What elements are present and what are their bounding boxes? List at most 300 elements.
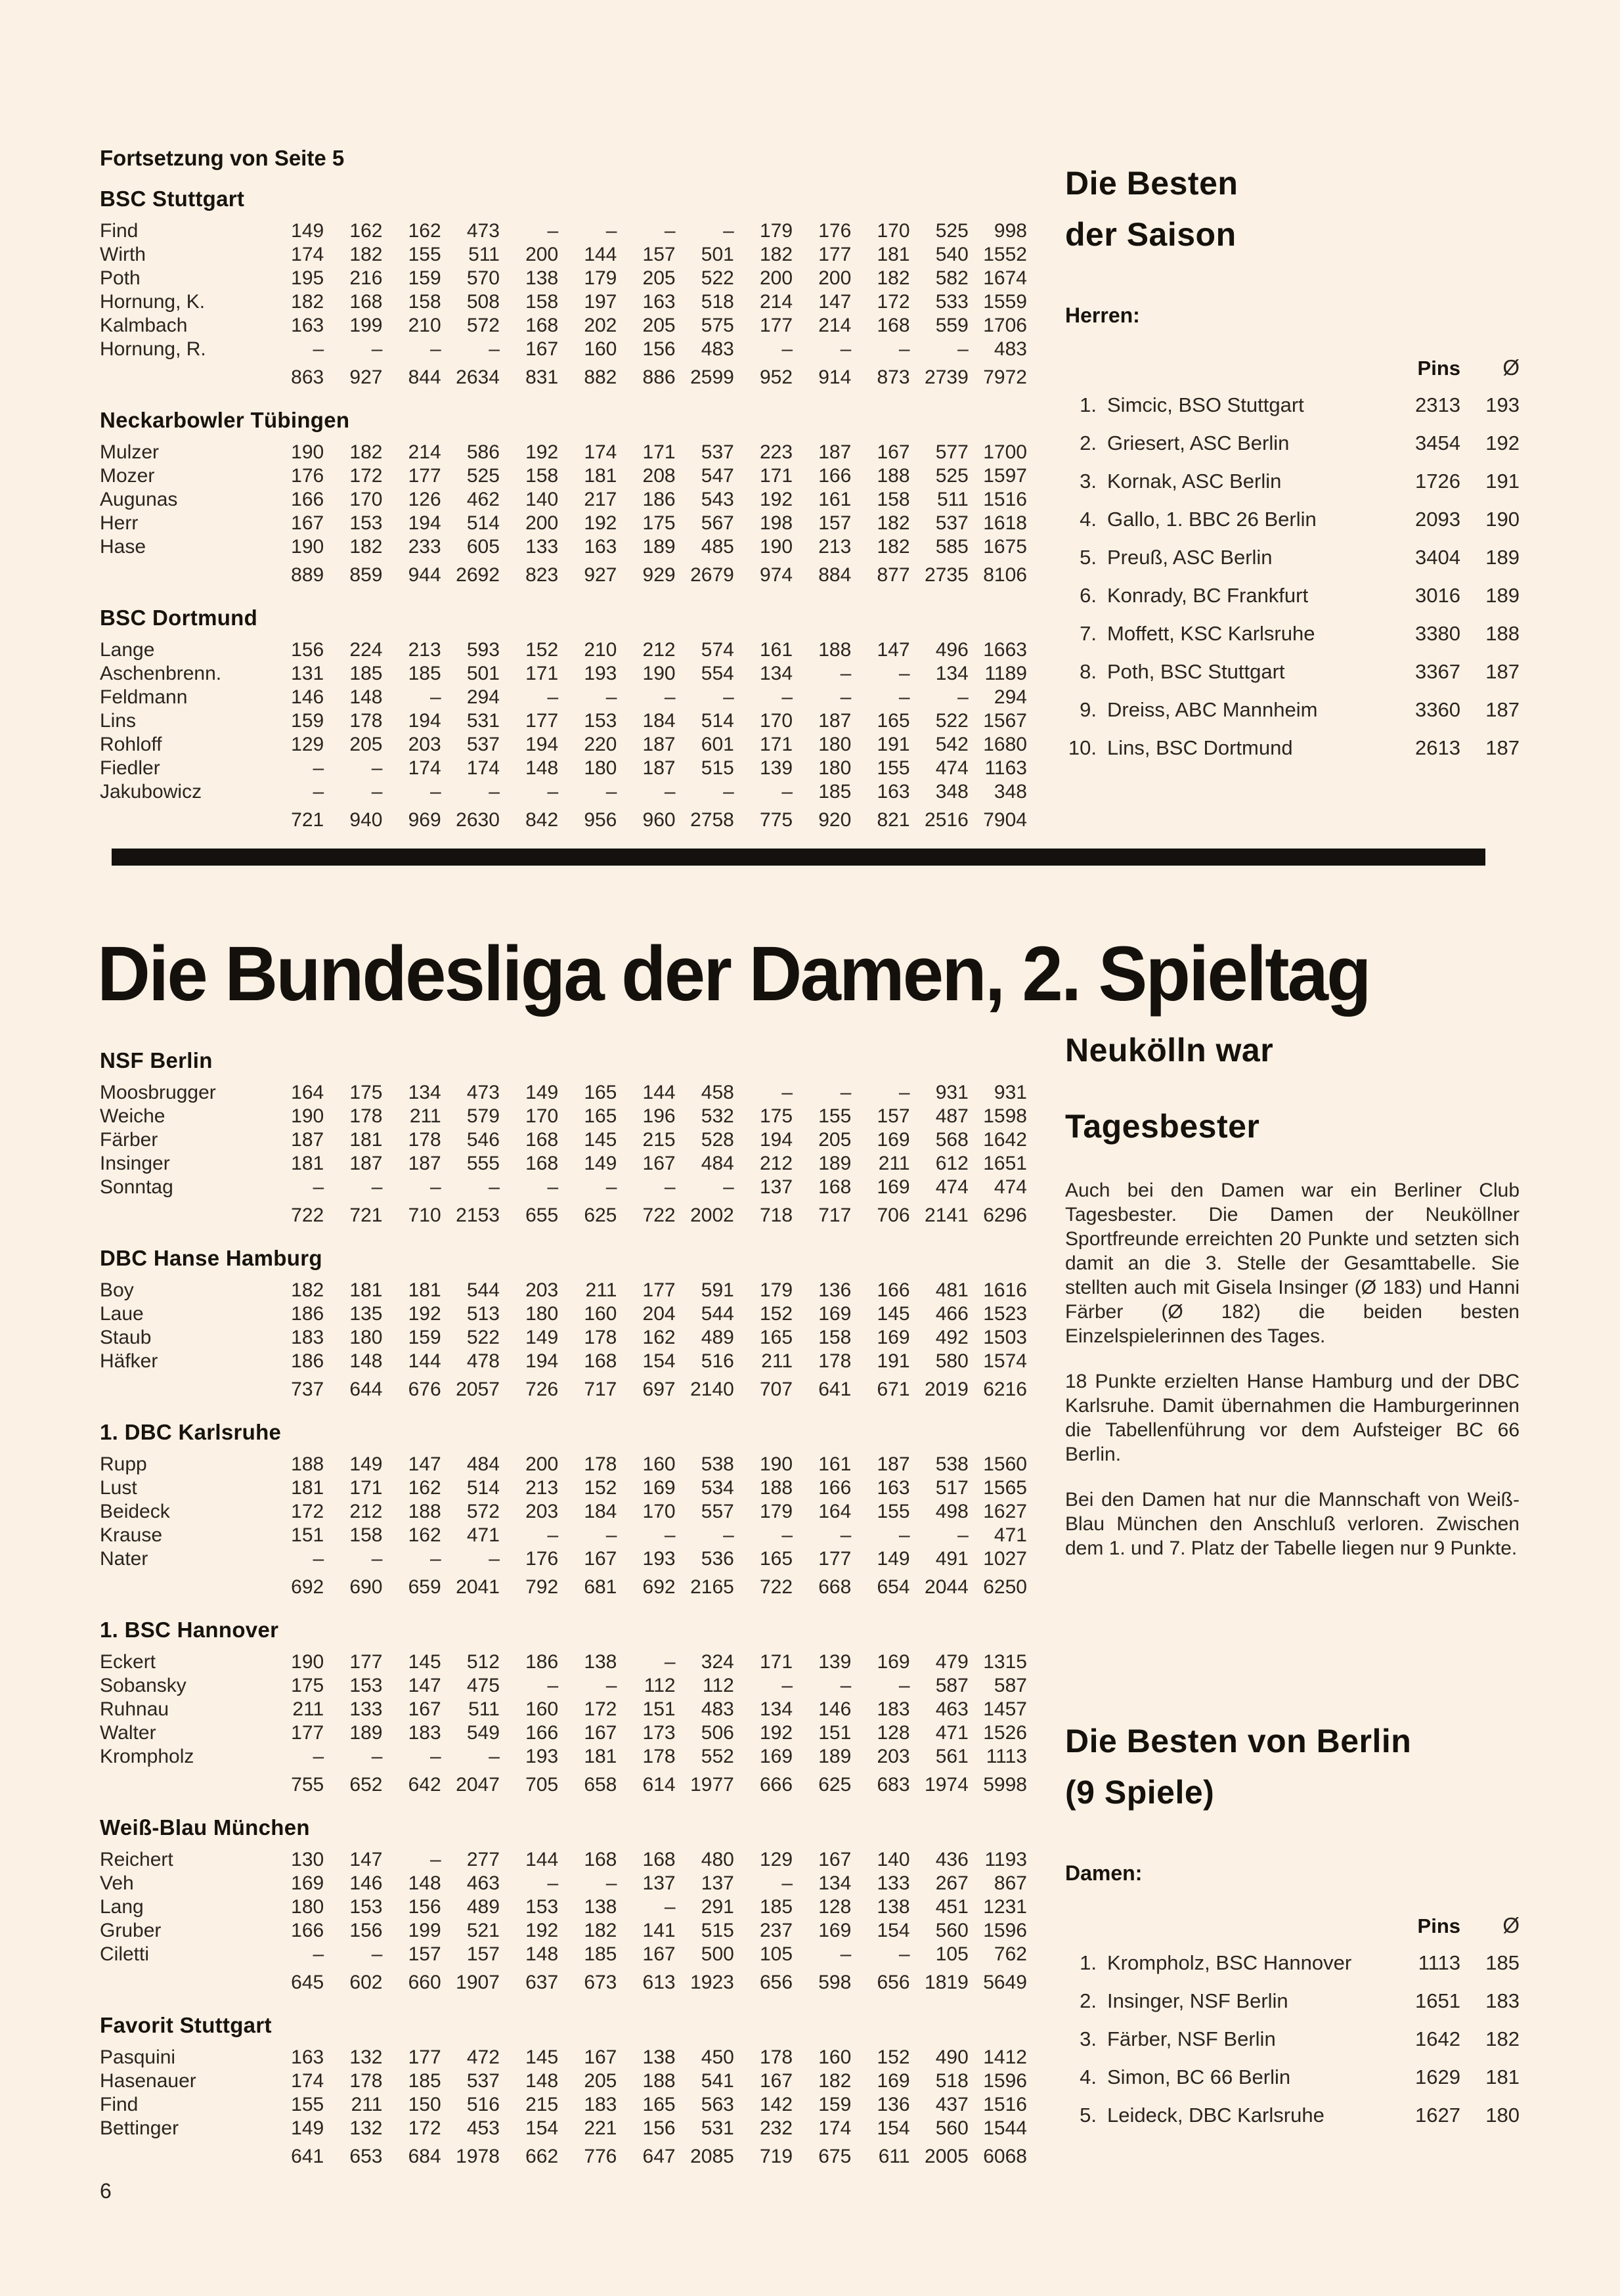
score-cell: – [371,781,383,803]
score-cell: – [605,1675,617,1696]
score-cell: 1616 [983,1279,1027,1301]
player-score-row [100,291,1027,315]
score-cell: 170 [877,220,910,242]
score-cell: 1544 [983,2117,1027,2139]
score-cell: 182 [877,267,910,289]
score-cell: 458 [701,1082,734,1103]
score-cell: 2153 [456,1204,500,1226]
score-cell: 167 [291,512,324,534]
score-cell: 1819 [925,1972,969,1993]
score-cell: 180 [818,757,852,779]
score-cell: 232 [760,2117,793,2139]
score-cell: – [313,1176,324,1198]
score-cell: 203 [408,734,441,755]
score-cell: 158 [525,465,559,487]
pins-column-header: Pins [1417,1914,1460,1937]
score-cell: 146 [818,1698,852,1720]
entry-rank: 2. [1080,431,1097,454]
player-score-row [100,1722,1027,1746]
score-cell: 156 [291,639,324,661]
score-cell: 534 [701,1477,734,1499]
score-cell: 863 [291,366,324,388]
player-score-row [100,1501,1027,1524]
team-totals-row [100,809,1027,833]
score-cell: 160 [642,1453,676,1475]
score-cell: 180 [584,757,617,779]
score-cell: 140 [525,489,559,510]
entry-average-value: 185 [1485,1951,1520,1974]
score-cell: 660 [408,1972,441,1993]
score-cell: 155 [877,757,910,779]
score-cell: – [781,686,793,708]
score-cell: – [489,338,500,360]
player-score-row [100,489,1027,512]
entry-player-name: Kornak, ASC Berlin [1107,470,1282,493]
score-cell: 1412 [983,2046,1027,2068]
score-cell: 223 [760,441,793,463]
score-cell: 178 [349,710,383,732]
score-cell: 662 [525,2146,559,2167]
score-cell: 585 [935,536,969,558]
player-score-row [100,1651,1027,1675]
score-cell: 193 [584,663,617,684]
score-cell: 755 [291,1774,324,1796]
score-cell: 541 [701,2070,734,2092]
score-cell: 1977 [690,1774,734,1796]
score-cell: 138 [525,267,559,289]
score-cell: – [371,338,383,360]
team-totals-row [100,1972,1027,1995]
score-cell: 169 [818,1920,852,1941]
score-cell: 192 [760,489,793,510]
score-cell: 167 [525,338,559,360]
score-cell: 722 [642,1204,676,1226]
team-name: BSC Dortmund [100,606,258,630]
player-name: Laue [100,1303,144,1325]
score-cell: 560 [935,2117,969,2139]
player-score-row [100,781,1027,805]
score-cell: 167 [584,2046,617,2068]
score-cell: 490 [935,2046,969,2068]
score-cell: 537 [701,441,734,463]
player-score-row [100,1279,1027,1303]
score-cell: 775 [760,809,793,831]
score-cell: 1315 [983,1651,1027,1673]
score-cell: 188 [760,1477,793,1499]
entry-rank: 3. [1080,2027,1097,2050]
score-cell: 721 [349,1204,383,1226]
team-totals-row [100,1204,1027,1228]
score-cell: – [313,1548,324,1570]
score-cell: 668 [818,1576,852,1598]
score-cell: 135 [349,1303,383,1325]
score-cell: 277 [466,1849,500,1870]
score-cell: 144 [525,1849,559,1870]
score-cell: 212 [349,1501,383,1522]
score-cell: 160 [818,2046,852,2068]
score-cell: – [313,1943,324,1965]
best-of-berlin-section [1065,1715,1520,2142]
entry-player-name: Preuß, ASC Berlin [1107,546,1273,569]
score-cell: 148 [349,1350,383,1372]
score-cell: 531 [466,710,500,732]
score-cell: 163 [584,536,617,558]
score-cell: – [840,1943,852,1965]
score-cell: 1618 [983,512,1027,534]
score-cell: 128 [818,1896,852,1918]
entry-average-value: 190 [1485,508,1520,531]
player-name: Rupp [100,1453,147,1475]
score-cell: 149 [349,1453,383,1475]
score-cell: 157 [466,1943,500,1965]
player-score-row [100,1303,1027,1327]
score-cell: 673 [584,1972,617,1993]
score-cell: 187 [291,1129,324,1151]
score-cell: 974 [760,564,793,586]
score-cell: 884 [818,564,852,586]
score-cell: 182 [349,441,383,463]
player-name: Pasquini [100,2046,176,2068]
score-cell: 194 [525,1350,559,1372]
score-cell: 453 [466,2117,500,2139]
score-cell: 575 [701,315,734,336]
score-cell: 177 [642,1279,676,1301]
score-cell: 2165 [690,1576,734,1598]
score-cell: 139 [760,757,793,779]
score-cell: – [781,1675,793,1696]
entry-average-value: 191 [1485,470,1520,493]
score-cell: 8106 [983,564,1027,586]
score-cell: 489 [701,1327,734,1348]
score-cell: 163 [642,291,676,313]
score-cell: 182 [291,1279,324,1301]
entry-rank: 4. [1080,2065,1097,2088]
score-cell: 186 [291,1350,324,1372]
score-cell: – [957,686,969,708]
entry-player-name: Griesert, ASC Berlin [1107,431,1290,454]
player-score-row [100,512,1027,536]
ranking-entry [1065,660,1520,698]
score-cell: – [313,338,324,360]
entry-player-name: Simon, BC 66 Berlin [1107,2065,1291,2088]
player-score-row [100,663,1027,686]
score-cell: 156 [642,2117,676,2139]
score-cell: 593 [466,639,500,661]
score-cell: 291 [701,1896,734,1918]
score-cell: 927 [584,564,617,586]
player-score-row [100,441,1027,465]
score-cell: 105 [935,1943,969,1965]
score-cell: 149 [525,1082,559,1103]
score-cell: 126 [408,489,441,510]
score-cell: 137 [642,1872,676,1894]
score-cell: 692 [291,1576,324,1598]
score-cell: 187 [408,1153,441,1174]
article-title-line1: Neukölln war [1065,1032,1274,1069]
score-cell: 211 [292,1698,324,1720]
score-cell: 137 [701,1872,734,1894]
score-cell: 719 [760,2146,793,2167]
section-divider-rule [112,849,1485,866]
score-cell: 511 [936,489,969,510]
score-cell: 157 [818,512,852,534]
score-cell: 233 [408,536,441,558]
player-name: Walter [100,1722,156,1744]
player-name: Ciletti [100,1943,150,1965]
team-name: DBC Hanse Hamburg [100,1246,322,1270]
score-cell: 552 [701,1746,734,1767]
entry-rank: 6. [1080,584,1097,607]
score-cell: 577 [935,441,969,463]
score-cell: 138 [584,1896,617,1918]
score-cell: 1457 [983,1698,1027,1720]
score-cell: 516 [701,1350,734,1372]
score-cell: 587 [935,1675,969,1696]
score-cell: 537 [466,734,500,755]
score-cell: 721 [291,809,324,831]
score-cell: 177 [818,244,852,265]
player-name: Krompholz [100,1746,194,1767]
score-cell: 501 [701,244,734,265]
score-cell: 149 [525,1327,559,1348]
best-of-season-title-line1: Die Besten [1065,165,1238,202]
score-cell: 174 [291,2070,324,2092]
score-cell: 167 [877,441,910,463]
score-cell: 215 [525,2094,559,2115]
score-cell: 163 [877,781,910,803]
score-cell: 480 [701,1849,734,1870]
score-cell: 944 [408,564,441,586]
score-cell: 169 [818,1303,852,1325]
entry-pins-value: 1113 [1418,1951,1460,1974]
score-cell: 185 [349,663,383,684]
score-cell: 165 [642,2094,676,2115]
score-cell: 169 [760,1746,793,1767]
score-cell: 145 [584,1129,617,1151]
score-cell: 203 [877,1746,910,1767]
score-cell: 166 [877,1279,910,1301]
score-cell: 174 [291,244,324,265]
player-score-row [100,1675,1027,1698]
player-name: Nater [100,1548,148,1570]
score-cell: 7972 [983,366,1027,388]
score-cell: 224 [349,639,383,661]
score-cell: 1516 [983,2094,1027,2115]
score-cell: 1627 [983,1501,1027,1522]
score-cell: 184 [642,710,676,732]
score-cell: 537 [935,512,969,534]
player-score-row [100,1920,1027,1943]
score-cell: – [664,220,676,242]
score-cell: – [605,1872,617,1894]
score-cell: 717 [818,1204,852,1226]
score-cell: 511 [468,1698,500,1720]
score-cell: 134 [935,663,969,684]
score-cell: 931 [935,1082,969,1103]
score-cell: – [664,1896,676,1918]
entry-player-name: Simcic, BSO Stuttgart [1107,393,1304,416]
score-cell: 675 [818,2146,852,2167]
score-cell: 181 [349,1279,383,1301]
score-cell: 1597 [983,465,1027,487]
score-cell: 134 [760,1698,793,1720]
score-cell: 166 [291,489,324,510]
player-name: Jakubowicz [100,781,202,803]
player-name: Färber [100,1129,158,1151]
score-cell: – [430,686,441,708]
score-cell: 188 [408,1501,441,1522]
score-cell: 654 [877,1576,910,1598]
score-cell: 187 [642,734,676,755]
entry-average-value: 189 [1485,546,1520,569]
entry-player-name: Lins, BSC Dortmund [1107,736,1293,759]
entry-rank: 2. [1080,1989,1097,2012]
score-cell: 625 [584,1204,617,1226]
score-cell: 177 [818,1548,852,1570]
score-cell: 2085 [690,2146,734,2167]
ranking-columns-header [1065,1913,1520,1938]
score-cell: 180 [525,1303,559,1325]
player-name: Hornung, K. [100,291,206,313]
score-cell: 166 [818,465,852,487]
score-cell: 185 [408,2070,441,2092]
player-score-row [100,1896,1027,1920]
score-cell: 144 [584,244,617,265]
score-cell: 952 [760,366,793,388]
score-cell: 194 [408,512,441,534]
score-cell: 138 [877,1896,910,1918]
score-cell: 642 [408,1774,441,1796]
player-score-row [100,639,1027,663]
score-cell: 196 [642,1105,676,1127]
score-cell: – [898,338,910,360]
score-cell: 538 [935,1453,969,1475]
score-cell: 637 [525,1972,559,1993]
entry-rank: 7. [1080,622,1097,645]
score-cell: 166 [525,1722,559,1744]
entry-pins-value: 1726 [1415,470,1460,493]
score-cell: 889 [291,564,324,586]
player-score-row [100,1129,1027,1153]
score-cell: 718 [760,1204,793,1226]
score-cell: 185 [818,781,852,803]
score-cell: 158 [349,1524,383,1546]
score-cell: 602 [349,1972,383,1993]
score-cell: 176 [818,220,852,242]
score-cell: 521 [466,1920,500,1941]
score-cell: 1642 [983,1129,1027,1151]
entry-average-value: 193 [1485,393,1520,416]
score-cell: 214 [760,291,793,313]
player-score-row [100,1746,1027,1769]
score-cell: 658 [584,1774,617,1796]
best-of-berlin-title-line2: (9 Spiele) [1065,1774,1215,1811]
player-name: Augunas [100,489,178,510]
score-cell: – [781,1082,793,1103]
score-cell: 659 [408,1576,441,1598]
score-cell: 518 [935,2070,969,2092]
score-cell: 141 [642,1920,676,1941]
entry-pins-value: 2093 [1415,508,1460,531]
score-cell: 168 [525,315,559,336]
score-cell: – [371,757,383,779]
player-name: Lange [100,639,155,661]
team-name: BSC Stuttgart [100,187,245,211]
score-cell: 164 [291,1082,324,1103]
score-cell: 479 [935,1651,969,1673]
score-cell: 128 [877,1722,910,1744]
score-cell: 873 [877,366,910,388]
score-cell: 129 [291,734,324,755]
score-cell: 2679 [690,564,734,586]
score-cell: 471 [466,1524,500,1546]
score-cell: 178 [408,1129,441,1151]
score-cell: 882 [584,366,617,388]
entry-rank: 9. [1080,698,1097,721]
score-cell: 823 [525,564,559,586]
damen-tables [100,1048,1027,2169]
score-cell: – [840,686,852,708]
score-cell: 1651 [983,1153,1027,1174]
score-cell: 671 [877,1379,910,1400]
score-cell: 178 [642,1746,676,1767]
score-cell: 178 [818,1350,852,1372]
score-cell: 205 [584,2070,617,2092]
score-cell: 190 [760,536,793,558]
score-cell: 173 [642,1722,676,1744]
score-cell: – [489,1176,500,1198]
article-title-line2: Tagesbester [1065,1108,1260,1145]
player-name: Beideck [100,1501,170,1522]
score-cell: 177 [349,1651,383,1673]
score-cell: – [371,1548,383,1570]
average-column-header: Ø [1502,355,1520,380]
score-cell: 171 [760,465,793,487]
score-cell: 129 [760,1849,793,1870]
entry-average-value: 187 [1485,698,1520,721]
score-cell: 163 [291,2046,324,2068]
score-cell: – [371,1943,383,1965]
score-cell: 5649 [983,1972,1027,1993]
score-cell: – [723,686,734,708]
score-cell: 2599 [690,366,734,388]
score-cell: 652 [349,1774,383,1796]
score-cell: – [547,1872,559,1894]
score-cell: 163 [877,1477,910,1499]
entry-pins-value: 3360 [1415,698,1460,721]
score-cell: 175 [760,1105,793,1127]
score-cell: 157 [877,1105,910,1127]
score-cell: 656 [877,1972,910,1993]
score-cell: 7904 [983,809,1027,831]
score-cell: 568 [935,1129,969,1151]
score-cell: 194 [760,1129,793,1151]
score-cell: 170 [349,489,383,510]
score-cell: 644 [349,1379,383,1400]
score-cell: 1596 [983,2070,1027,2092]
score-cell: 156 [642,338,676,360]
score-cell: 169 [291,1872,324,1894]
player-name: Lang [100,1896,144,1918]
ranking-entry [1065,508,1520,546]
entry-rank: 5. [1080,546,1097,569]
entry-rank: 4. [1080,508,1097,531]
score-cell: 641 [818,1379,852,1400]
score-cell: 514 [466,1477,500,1499]
score-cell: 1706 [983,315,1027,336]
score-cell: – [898,686,910,708]
score-cell: 158 [877,489,910,510]
